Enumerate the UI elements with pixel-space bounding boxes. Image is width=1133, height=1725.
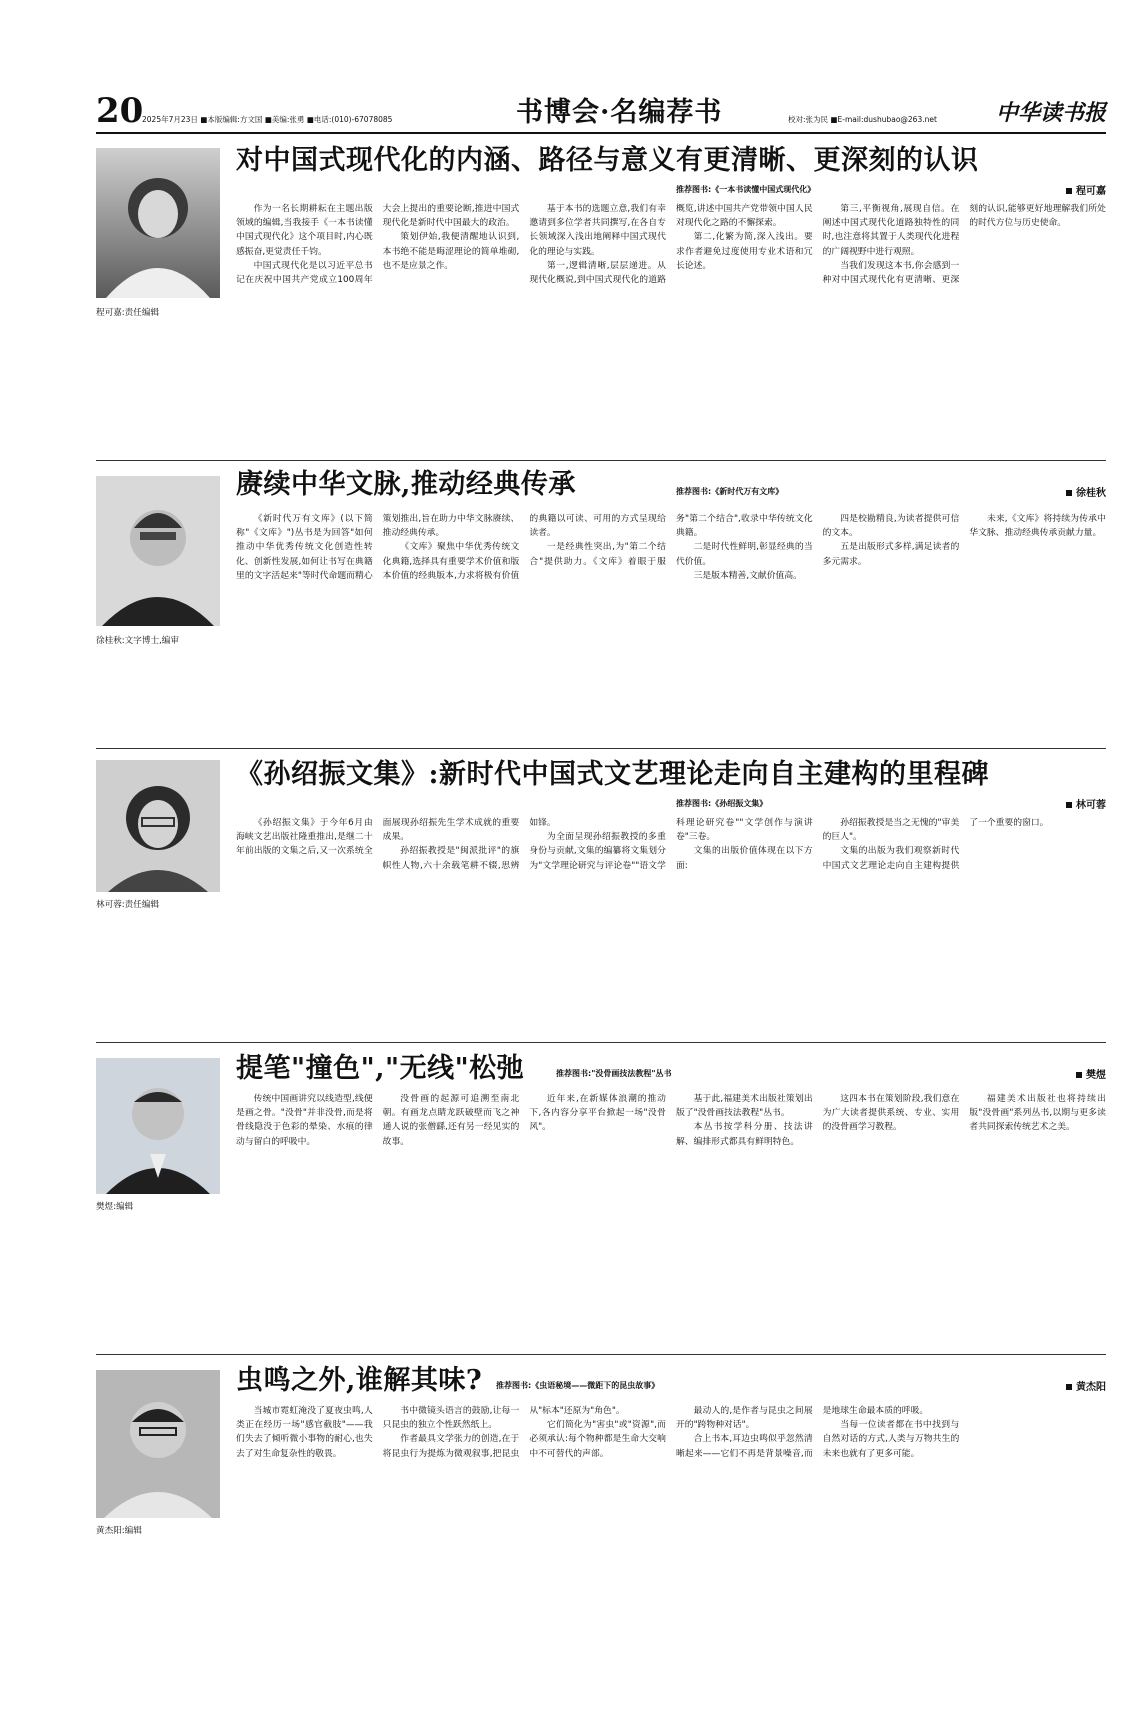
paragraph: 第二,化繁为简,深入浅出。要求作者避免过度使用专业术语和冗长论述。: [675, 232, 813, 271]
article-divider: [96, 1354, 1106, 1355]
paragraph: 文集的出版价值体现在以下方面:: [675, 846, 813, 871]
recommended-book: 推荐图书:《一本书读懂中国式现代化》: [676, 185, 816, 194]
author-bio: 林可蓉:责任编辑: [96, 900, 160, 910]
article-author: 徐桂秋: [1066, 484, 1106, 499]
paragraph: 第三,平衡视角,展现自信。在阐述中国式现代化道路独特性的同时,也注意将其置于人类现代化进程的广阔视野中进行观照。: [822, 204, 960, 257]
article-headline: 提笔"撞色","无线"松弛: [236, 1053, 525, 1084]
masthead-right-meta: 校对:张为民 ■E-mail:dushubao@263.net: [788, 115, 937, 124]
masthead-rule: [96, 132, 1106, 134]
recommended-book: 推荐图书:《虫语秘境——微距下的昆虫故事》: [496, 1381, 660, 1390]
paragraph: 基于本书的选题立意,我们有幸邀请到多位学者共同撰写,在各自专长领域深入浅出地阐释中国式现代化的理论与实践。: [529, 204, 666, 257]
article-headline: 赓续中华文脉,推动经典传承: [236, 469, 576, 500]
paragraph: 近年来,在新媒体浪潮的推动下,各内容分享平台掀起一场"没骨风"。: [529, 1094, 666, 1133]
article-author: 黄杰阳: [1066, 1378, 1106, 1393]
article-1: [96, 140, 1106, 460]
paragraph: 这四本书在策划阶段,我们意在为广大读者提供系统、专业、实用的没骨画学习教程。: [822, 1094, 960, 1133]
paragraph: 第一,逻辑清晰,层层递进。从现代化概说,到中国式现代化的道路概览,讲述中国共产党带领中国人民对现代化之路的不懈探索。: [529, 204, 813, 286]
article-4: [96, 1048, 1106, 1354]
article-headline: 对中国式现代化的内涵、路径与意义有更清晰、更深刻的认识: [236, 145, 979, 176]
author-bio: 黄杰阳:编辑: [96, 1526, 142, 1536]
article-headline: 虫鸣之外,谁解其味?: [236, 1365, 483, 1396]
paragraph: 四是校勘精良,为读者提供可信的文本。: [822, 514, 960, 539]
paragraph: 没骨画的起源可追溯至南北朝。有画龙点睛龙跃破壁而飞之神通人说的张僧繇,还有另一经见实的故事。: [382, 1094, 520, 1147]
author-photo: [96, 1370, 220, 1518]
recommended-book: 推荐图书:"没骨画技法教程"丛书: [556, 1069, 672, 1078]
paragraph: 传统中国画讲究以线造型,线便是画之骨。"没骨"并非没骨,而是将骨线隐没于色彩的晕染、水痕的律动与留白的呼吸中。: [236, 1094, 373, 1147]
paragraph: 文集的出版为我们观察新时代中国式文艺理论走向自主建构提供了一个重要的窗口。: [822, 818, 1049, 871]
paragraph: 孙绍振教授是当之无愧的"审美的巨人"。: [822, 818, 960, 843]
article-body: [236, 816, 1106, 1036]
article-5: [96, 1360, 1106, 1660]
paragraph: 二是时代性鲜明,彰显经典的当代价值。: [675, 542, 813, 567]
author-photo: [96, 1058, 220, 1194]
recommended-book: 推荐图书:《孙绍振文集》: [676, 799, 768, 808]
paragraph: 《孙绍振文集》于今年6月由海峡文艺出版社隆重推出,是继二十年前出版的文集之后,又一次系统全面展现孙绍振先生学术成就的重要成果。: [236, 818, 520, 857]
paragraph: 它们简化为"害虫"或"资源",而必须承认:每个物种都是生命大交响中不可替代的声部。: [529, 1420, 666, 1459]
author-bio: 程可嘉:责任编辑: [96, 308, 160, 318]
article-author: 樊煜: [1076, 1066, 1106, 1081]
paper-logo: 中华读书报: [995, 100, 1106, 126]
article-body: [236, 1404, 1106, 1654]
paragraph: 当每一位读者都在书中找到与自然对话的方式,人类与万物共生的未来也就有了更多可能。: [822, 1420, 960, 1459]
article-body: [236, 512, 1106, 740]
article-3: [96, 754, 1106, 1042]
author-bio: 徐桂秋:文字博士,编审: [96, 636, 179, 646]
section-title: 书博会·名编荐书: [516, 97, 723, 128]
page-number: 20: [96, 91, 144, 131]
article-body: [236, 202, 1106, 452]
paragraph: 中国式现代化是以习近平总书记在庆祝中国共产党成立100周年大会上提出的重要论断,推进中国式现代化是新时代中国最大的政治。: [236, 204, 520, 286]
article-author: 程可嘉: [1066, 182, 1106, 197]
paragraph: 《新时代万有文库》(以下简称"《文库》")丛书是为回答"如何推动中华优秀传统文化创造性转化、创新性发展,如何让书写在典籍里的文字活起来"等时代命题而精心策划推出,旨在助力中华文脉赓续、推动经典传承。: [236, 514, 520, 581]
paragraph: 《文库》聚焦中华优秀传统文化典籍,选择具有重要学术价值和版本价值的经典版本,力求将极有价值的典籍以可读、可用的方式呈现给读者。: [382, 514, 666, 581]
paragraph: 当我们发现这本书,你会感到一种对中国式现代化有更清晰、更深刻的认识,能够更好地理解我们所处的时代方位与历史使命。: [822, 204, 1106, 286]
paragraph: 五是出版形式多样,满足读者的多元需求。: [822, 542, 960, 567]
paragraph: 策划伊始,我便清醒地认识到,本书绝不能是晦涩理论的简单堆砌,也不是应景之作。: [382, 232, 520, 271]
masthead: [96, 91, 1106, 131]
article-2: [96, 466, 1106, 748]
article-headline: 《孙绍振文集》:新时代中国式文艺理论走向自主建构的里程碑: [236, 759, 989, 790]
paragraph: 为全面呈现孙绍振教授的多重身份与贡献,文集的编纂将文集划分为"文学理论研究与评论卷""语文学科理论研究卷""文学创作与演讲卷"三卷。: [529, 818, 813, 871]
author-bio: 樊煜:编辑: [96, 1202, 134, 1212]
article-divider: [96, 460, 1106, 461]
paragraph: 一是经典性突出,为"第二个结合"提供助力。《文库》着眼于服务"第二个结合",收录中华传统文化典籍。: [529, 514, 813, 567]
masthead-left-meta: 2025年7月23日 ■本版编辑:方文国 ■美编:张勇 ■电话:(010)-67078085: [142, 115, 393, 124]
paragraph: 福建美术出版社也将持续出版"没骨画"系列丛书,以期与更多读者共同探索传统艺术之美。: [969, 1094, 1106, 1133]
paragraph: 当城市霓虹淹没了夏夜虫鸣,人类正在经历一场"感官截肢"——我们失去了倾听微小事物的耐心,也失去了对生命复杂性的敬畏。: [236, 1406, 373, 1459]
article-author: 林可蓉: [1066, 796, 1106, 811]
recommended-book: 推荐图书:《新时代万有文库》: [676, 487, 784, 496]
paragraph: 作为一名长期耕耘在主题出版领域的编辑,当我接手《一本书读懂中国式现代化》这个项目时,内心既感振奋,更觉责任千钧。: [236, 204, 373, 257]
article-divider: [96, 1042, 1106, 1043]
article-body: [236, 1092, 1106, 1346]
article-divider: [96, 748, 1106, 749]
paragraph: 合上书本,耳边虫鸣似乎忽然清晰起来——它们不再是背景噪音,而是地球生命最本质的呼吸。: [675, 1406, 929, 1459]
paragraph: 书中微镜头语言的鼓励,让每一只昆虫的独立个性跃然纸上。: [382, 1406, 520, 1431]
paragraph: 本丛书按学科分册、技法讲解、编排形式都具有鲜明特色。: [675, 1122, 813, 1147]
paragraph: 作者最具文学张力的创造,在于将昆虫行为提炼为微观叙事,把昆虫从"标本"还原为"角色"。: [382, 1406, 625, 1459]
paragraph: 未来,《文库》将持续为传承中华文脉、推动经典传承贡献力量。: [969, 514, 1106, 539]
paragraph: 孙绍振教授是"闽派批评"的旗帜性人物,六十余载笔耕不辍,思辨如锋。: [382, 818, 556, 871]
author-photo: [96, 148, 220, 298]
paragraph: 三是版本精善,文献价值高。: [693, 570, 802, 581]
paragraph: 最动人的,是作者与昆虫之间展开的"跨物种对话"。: [675, 1406, 813, 1431]
author-photo: [96, 476, 220, 626]
author-photo: [96, 760, 220, 892]
paragraph: 基于此,福建美术出版社策划出版了"没骨画技法教程"丛书。: [675, 1094, 813, 1119]
